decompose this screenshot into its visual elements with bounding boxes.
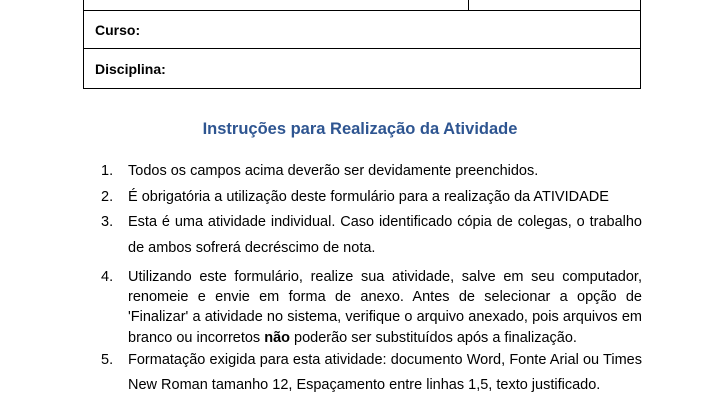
item-number: 4.: [101, 269, 114, 285]
item-number: 2.: [101, 188, 114, 205]
instruction-item: [99, 267, 642, 348]
item-number: 5.: [101, 351, 114, 368]
instruction-item: [99, 159, 642, 185]
instructions-heading: Instruções para Realização da Atividade: [202, 120, 518, 138]
curso-label: Curso:: [84, 11, 641, 49]
item-number: 1.: [101, 163, 114, 179]
instruction-item: [99, 210, 642, 261]
form-cell-top-left: [84, 0, 469, 11]
form-row-top: [84, 0, 641, 11]
instruction-item: [99, 185, 642, 211]
item-text: Formatação exigida para esta atividade: documento Word, Fonte Arial ou Times New Roman tamanho 12, Espaçamento entre linhas 1,5, texto justificado.: [128, 351, 642, 394]
item-text-bold: não: [264, 329, 290, 346]
item-text: poderão ser substituídos após a finalização.: [290, 329, 577, 346]
form-cell-top-right: [469, 0, 641, 11]
instruction-item: [99, 348, 642, 399]
item-number: 3.: [101, 214, 114, 230]
item-text: É obrigatória a utilização deste formulário para a realização da ATIVIDADE: [128, 188, 609, 205]
item-text: Utilizando este formulário, realize sua atividade, salve em seu computador, renomeie e envie em forma de anexo. Antes de selecionar a opção de 'Finalizar' a atividade no sistema, verifique o arquivo anexado, pois arquivos em branco ou incorretos: [128, 269, 642, 346]
disciplina-label: Disciplina:: [84, 49, 641, 89]
item-text: Todos os campos acima deverão ser devidamente preenchidos.: [128, 163, 539, 179]
form-row-disciplina: [84, 49, 641, 89]
item-text: Esta é uma atividade individual. Caso identificado cópia de colegas, o trabalho de ambos sofrerá decréscimo de nota.: [128, 214, 642, 256]
form-row-curso: [84, 11, 641, 49]
instructions-list: [99, 159, 642, 399]
header-form-table: [83, 0, 641, 89]
